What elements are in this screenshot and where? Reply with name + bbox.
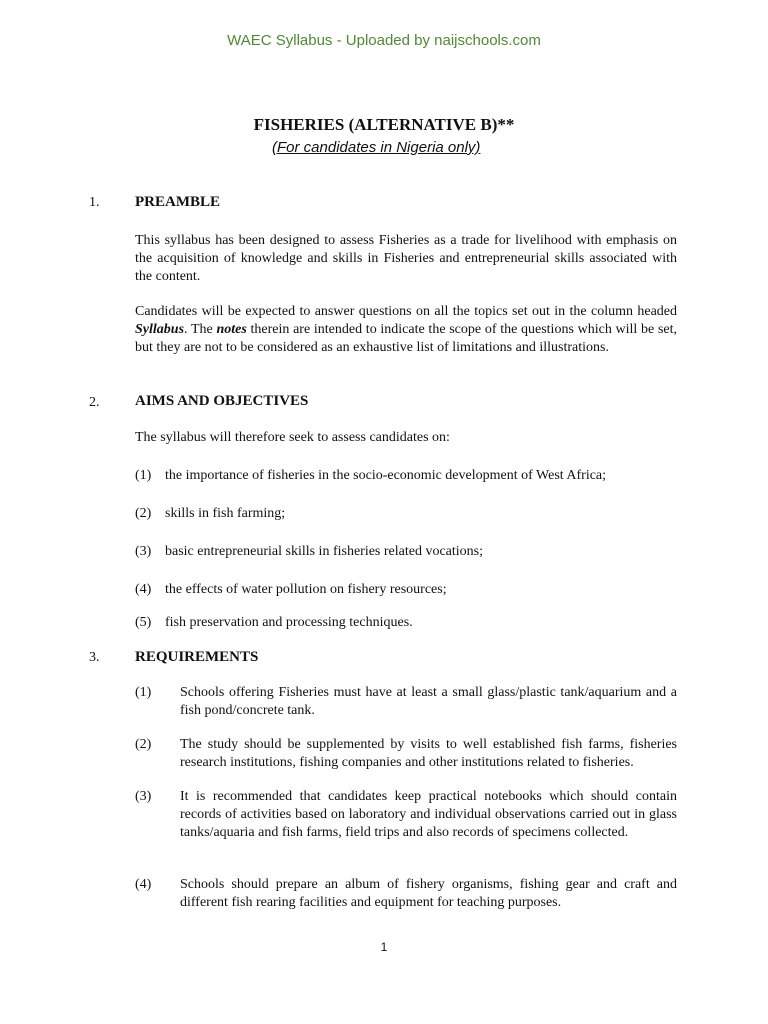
requirement-text: It is recommended that candidates keep practical notebooks which should contain records of activities based on laboratory and individual observations carried out in glass tanks/aquaria and fish farms, field trips and also records of specimens collected. [180, 789, 677, 841]
aim-item [135, 467, 606, 485]
aim-item-text: skills in fish farming; [165, 506, 286, 521]
aim-item-number: (3) [135, 544, 152, 559]
document-title: FISHERIES (ALTERNATIVE B)** [253, 115, 515, 134]
aim-item-number: (5) [135, 615, 152, 630]
aim-item-number: (2) [135, 506, 152, 521]
section-heading-requirements: REQUIREMENTS [135, 649, 259, 665]
aim-item-text: the effects of water pollution on fishery resources; [165, 582, 447, 597]
section-number-requirements: 3. [89, 650, 100, 665]
aim-item-text: fish preservation and processing techniques. [165, 615, 413, 630]
aims-intro: The syllabus will therefore seek to assess candidates on: [135, 430, 450, 445]
aim-item [135, 543, 483, 561]
requirement-number: (1) [135, 685, 152, 700]
requirement-number: (4) [135, 877, 152, 892]
section-heading-aims: AIMS AND OBJECTIVES [135, 393, 309, 409]
aim-item-number: (4) [135, 582, 152, 597]
requirement-number: (2) [135, 737, 152, 752]
requirement-number: (3) [135, 789, 152, 804]
section-number-preamble: 1. [89, 195, 100, 210]
preamble-paragraph-2-text-c: therein are intended to indicate the scope of the questions which will be set, but they are not to be considered as an exhaustive list of limitations and illustrations. [135, 322, 677, 356]
page-number: 1 [380, 940, 388, 954]
aim-item-text: basic entrepreneurial skills in fisheries related vocations; [165, 544, 484, 559]
requirement-text: Schools offering Fisheries must have at least a small glass/plastic tank/aquarium and a fish pond/concrete tank. [180, 685, 677, 719]
aim-item [135, 581, 447, 599]
aim-item [135, 614, 413, 632]
section-heading-preamble: PREAMBLE [135, 194, 221, 210]
aim-item-text: the importance of fisheries in the socio-economic development of West Africa; [165, 468, 607, 483]
syllabus-emphasis: Syllabus [135, 322, 185, 338]
preamble-paragraph-2-text-b: . The [184, 322, 217, 338]
aim-item [135, 505, 285, 523]
preamble-paragraph-1: This syllabus has been designed to assess Fisheries as a trade for livelihood with emphasis on the acquisition of knowledge and skills in Fisheries and entrepreneurial skills associated with the content. [135, 233, 677, 285]
preamble-paragraph-2-text-a: Candidates will be expected to answer questions on all the topics set out in the column headed [135, 304, 677, 319]
preamble-paragraph-2 [135, 303, 677, 358]
notes-emphasis: notes [216, 322, 247, 338]
requirement-text: Schools should prepare an album of fishery organisms, fishing gear and craft and different fish rearing facilities and equipment for teaching purposes. [180, 877, 677, 911]
section-number-aims: 2. [89, 395, 100, 410]
page-header: WAEC Syllabus - Uploaded by naijschools.com [227, 32, 541, 49]
requirement-text: The study should be supplemented by visits to well established fish farms, fisheries research institutions, fishing companies and other institutions related to fisheries. [180, 737, 677, 771]
aim-item-number: (1) [135, 468, 152, 483]
document-subtitle: (For candidates in Nigeria only) [272, 139, 481, 156]
